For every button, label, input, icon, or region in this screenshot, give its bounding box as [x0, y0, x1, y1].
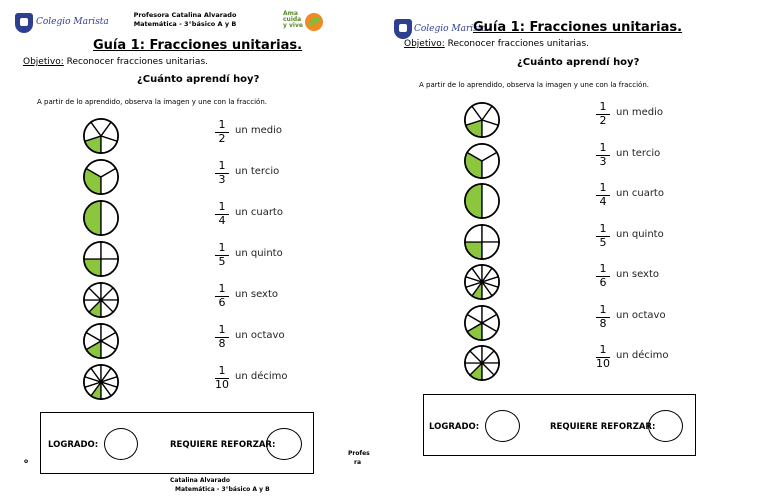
achieved-label: LOGRADO: [429, 422, 480, 432]
fraction-6[interactable] [596, 263, 610, 289]
fraction-circle-2[interactable] [463, 182, 501, 220]
reinforce-label: REQUIERE REFORZAR: [170, 440, 276, 450]
fraction-circle-8[interactable] [82, 281, 120, 319]
page-title: Guía 1: Fracciones unitarias. [93, 38, 303, 53]
fraction-circle-5[interactable] [463, 101, 501, 139]
fraction-word: un cuarto [235, 207, 283, 218]
fraction-word: un décimo [235, 371, 288, 382]
fraction-numerator: 1 [596, 223, 610, 237]
fraction-numerator: 1 [596, 142, 610, 156]
footer-course: Matemática - 3°básico A y B [175, 486, 270, 493]
objective-label: Objetivo: [23, 57, 64, 67]
fraction-numerator: 1 [596, 344, 610, 358]
fraction-6[interactable] [215, 283, 229, 309]
empty-slice [482, 184, 499, 218]
fraction-denominator: 2 [218, 132, 226, 145]
objective-line [404, 39, 589, 49]
fraction-denominator: 4 [218, 214, 226, 227]
teacher-name: Profesora Catalina Alvarado [133, 11, 237, 19]
fraction-denominator: 10 [596, 357, 610, 370]
achieved-oval[interactable] [485, 410, 520, 442]
achieved-oval[interactable] [104, 428, 138, 460]
fraction-circle-4[interactable] [82, 240, 120, 278]
fraction-word: un tercio [235, 166, 280, 177]
question-heading: ¿Cuánto aprendí hoy? [137, 74, 260, 85]
fraction-circle-6[interactable] [463, 304, 501, 342]
instruction-text: A partir de lo aprendido, observa la imagen y une con la fracción. [37, 98, 267, 106]
fraction-word: un sexto [235, 289, 278, 300]
fraction-word: un medio [616, 107, 663, 118]
school-crest-icon [15, 13, 33, 33]
fraction-circle-10[interactable] [463, 263, 501, 301]
fraction-numerator: 1 [215, 119, 229, 133]
fraction-numerator: 1 [596, 263, 610, 277]
school-crest-icon [394, 19, 412, 39]
fraction-10[interactable] [215, 365, 229, 391]
fraction-5[interactable] [215, 242, 229, 268]
fraction-circle-3[interactable] [463, 142, 501, 180]
filled-slice [84, 201, 101, 235]
reinforce-oval[interactable] [266, 428, 302, 460]
fraction-word: un quinto [616, 228, 664, 240]
footer-fragment-2: ra [354, 459, 362, 466]
fraction-word: un medio [235, 125, 282, 136]
fraction-2[interactable] [215, 119, 229, 145]
footer-fragment-1: Profes [348, 450, 370, 457]
fraction-circle-6[interactable] [82, 322, 120, 360]
reinforce-oval[interactable] [648, 410, 683, 442]
fraction-8[interactable] [215, 324, 229, 350]
fraction-numerator: 1 [215, 365, 229, 379]
fraction-denominator: 5 [599, 235, 607, 249]
header-teacher [120, 11, 250, 29]
fraction-numerator: 1 [215, 283, 229, 297]
fraction-denominator: 4 [599, 195, 607, 208]
objective-label: Objetivo: [404, 39, 445, 49]
fraction-4[interactable] [596, 182, 610, 208]
campaign-logo-text: Ama cuida y vive [283, 10, 303, 29]
fraction-circle-2[interactable] [82, 199, 120, 237]
fraction-word: un sexto [616, 269, 659, 280]
fraction-3[interactable] [596, 142, 610, 168]
orange-leaf-icon [303, 11, 325, 33]
footer-teacher: Catalina Alvarado [170, 477, 230, 484]
fraction-8[interactable] [596, 304, 610, 330]
fraction-circle-10[interactable] [82, 363, 120, 401]
fraction-numerator: 1 [215, 324, 229, 338]
right-page [384, 0, 768, 503]
question-heading: ¿Cuánto aprendí hoy? [517, 57, 640, 68]
fraction-denominator: 8 [599, 316, 607, 330]
fraction-4[interactable] [215, 201, 229, 227]
fraction-denominator: 5 [218, 255, 226, 268]
fraction-10[interactable] [596, 344, 610, 370]
page-title: Guía 1: Fracciones unitarias. [473, 20, 683, 35]
fraction-word: un tercio [616, 147, 661, 159]
campaign-logo [283, 11, 329, 33]
fraction-5[interactable] [596, 223, 610, 249]
fraction-denominator: 6 [218, 296, 226, 309]
filled-slice [465, 184, 482, 218]
school-logo-text: Colegio Marista [36, 17, 109, 27]
fraction-word: un octavo [616, 309, 666, 321]
fraction-numerator: 1 [215, 242, 229, 256]
achieved-label: LOGRADO: [48, 440, 99, 450]
fraction-word: un décimo [616, 350, 669, 361]
fraction-circle-8[interactable] [463, 344, 501, 382]
fraction-numerator: 1 [596, 101, 610, 115]
fraction-3[interactable] [215, 160, 229, 186]
reinforce-label: REQUIERE REFORZAR: [550, 422, 656, 432]
fraction-numerator: 1 [215, 160, 229, 174]
fraction-word: un cuarto [616, 188, 664, 199]
fraction-2[interactable] [596, 101, 610, 127]
fraction-word: un quinto [235, 248, 283, 259]
school-logo-text: Colegio Marista [414, 24, 487, 34]
fraction-numerator: 1 [215, 201, 229, 215]
objective-line [23, 57, 208, 67]
empty-slice [101, 201, 118, 235]
course-name: Matemática - 3°básico A y B [133, 20, 237, 28]
fraction-denominator: 10 [215, 378, 229, 391]
objective-text: Reconocer fracciones unitarias. [444, 39, 589, 49]
fraction-denominator: 8 [218, 337, 226, 350]
fraction-numerator: 1 [596, 304, 610, 318]
fraction-numerator: 1 [596, 182, 610, 196]
fraction-circle-4[interactable] [463, 223, 501, 261]
fraction-denominator: 3 [599, 154, 607, 168]
fraction-circle-5[interactable] [82, 117, 120, 155]
fraction-denominator: 2 [599, 114, 607, 127]
objective-text: Reconocer fracciones unitarias. [63, 57, 208, 67]
footer-letter: o [24, 458, 29, 465]
fraction-word: un octavo [235, 330, 285, 341]
fraction-denominator: 6 [599, 276, 607, 289]
fraction-denominator: 3 [218, 173, 226, 186]
fraction-circle-3[interactable] [82, 158, 120, 196]
instruction-text: A partir de lo aprendido, observa la imagen y une con la fracción. [419, 81, 649, 89]
